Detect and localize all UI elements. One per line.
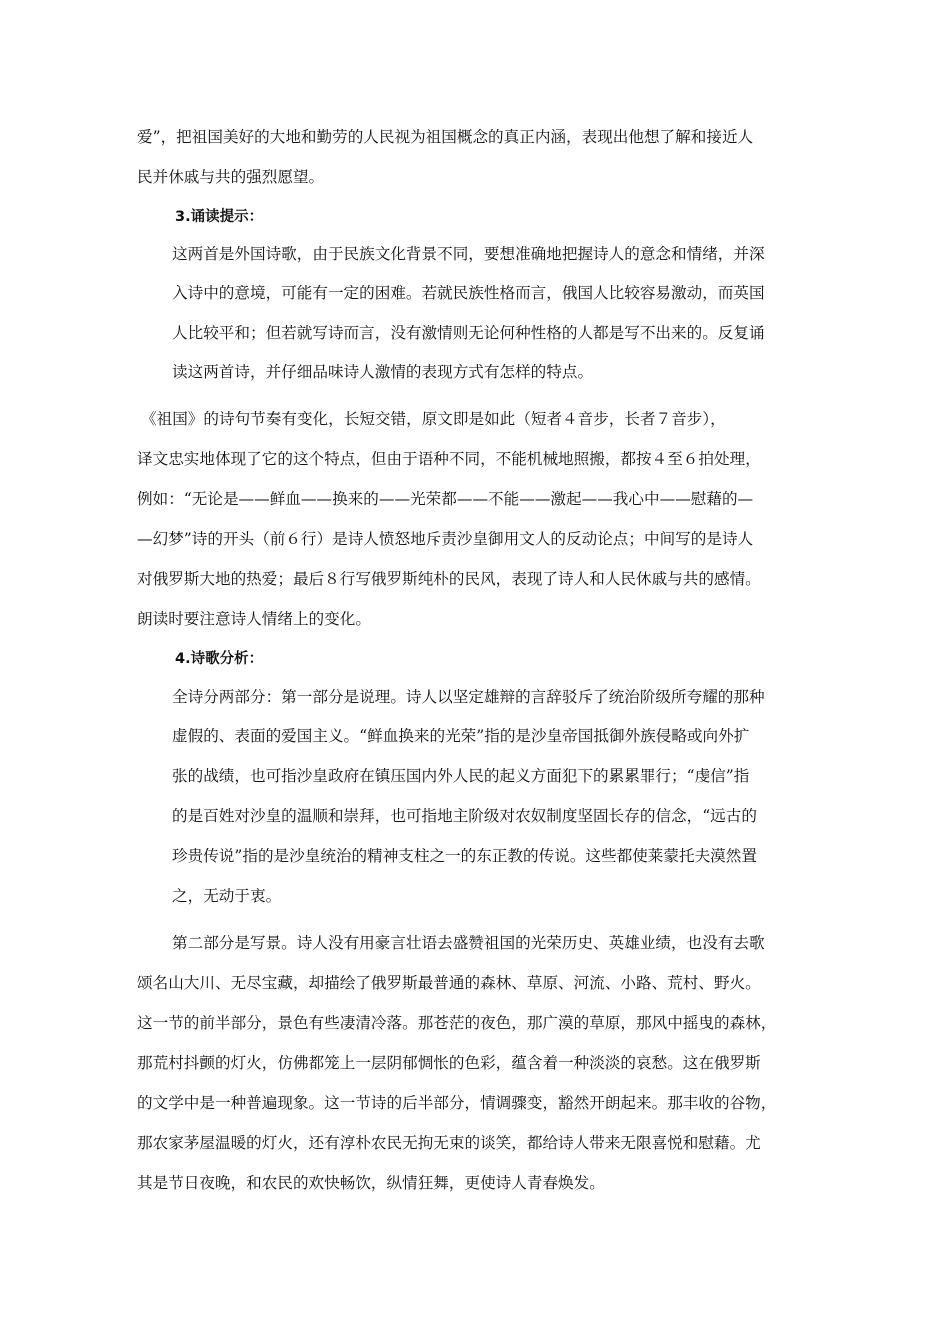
text-line: 这一节的前半部分，景色有些凄清冷落。那苍茫的夜色，那广漠的草原，那风中摇曳的森林，: [137, 1014, 777, 1032]
text-line: 张的战绩，也可指沙皇政府在镇压国内外人民的起义方面犯下的累累罪行；“虔信”指: [172, 767, 750, 785]
text-line: 颂名山大川、无尽宝藏，却描绘了俄罗斯最普通的森林、草原、河流、小路、荒村、野火。: [137, 974, 761, 992]
text-line: —幻梦”诗的开头（前６行）是诗人愤怒地斥责沙皇御用文人的反动论点；中间写的是诗人: [137, 530, 754, 548]
text-line: 《祖国》的诗句节奏有变化，长短交错，原文即是如此（短者４音步，长者７音步），: [141, 410, 726, 428]
text-line: 朗读时要注意诗人情绪上的变化。: [137, 610, 371, 628]
text-line: 爱”，把祖国美好的大地和勤劳的人民视为祖国概念的真正内涵，表现出他想了解和接近人: [137, 128, 754, 146]
text-line: 的文学中是一种普遍现象。这一节诗的后半部分，情调骤变，豁然开朗起来。那丰收的谷物，: [137, 1094, 777, 1112]
text-line: 人比较平和；但若就写诗而言，没有激情则无论何种性格的人都是写不出来的。反复诵: [172, 324, 765, 342]
text-line: 读这两首诗，并仔细品味诗人激情的表现方式有怎样的特点。: [172, 363, 594, 381]
section-heading: 3.诵读提示：: [175, 209, 264, 225]
text-line: 例如：“无论是——鲜血——换来的——光荣都——不能——激起——我心中——慰藉的—: [137, 490, 754, 508]
text-line: 珍贵传说”指的是沙皇统治的精神支柱之一的东正教的传说。这些都使莱蒙托夫漠然置: [172, 847, 757, 865]
text-line: 虚假的、表面的爱国主义。“鲜血换来的光荣”指的是沙皇帝国抵御外族侵略或向外扩: [172, 727, 750, 745]
section-heading: 4.诗歌分析：: [175, 651, 264, 667]
text-line: 对俄罗斯大地的热爱；最后８行写俄罗斯纯朴的民风，表现了诗人和人民休戚与共的感情。: [137, 570, 761, 588]
text-line: 第二部分是写景。诗人没有用豪言壮语去盛赞祖国的光荣历史、英雄业绩，也没有去歌: [172, 934, 765, 952]
text-line: 民并休戚与共的强烈愿望。: [137, 168, 325, 186]
text-line: 全诗分两部分：第一部分是说理。诗人以坚定雄辩的言辞驳斥了统治阶级所夸耀的那种: [172, 688, 765, 706]
text-line: 之，无动于衷。: [172, 887, 282, 905]
text-line: 的是百姓对沙皇的温顺和崇拜，也可指地主阶级对农奴制度坚固长存的信念，“远古的: [172, 807, 757, 825]
text-line: 这两首是外国诗歌，由于民族文化背景不同，要想准确地把握诗人的意念和情绪，并深: [172, 245, 765, 263]
text-line: 那农家茅屋温暖的灯火，还有淳朴农民无拘无束的谈笑，都给诗人带来无限喜悦和慰藉。尤: [137, 1134, 761, 1152]
text-line: 其是节日夜晚，和农民的欢快畅饮，纵情狂舞，更使诗人青春焕发。: [137, 1174, 605, 1192]
text-line: 译文忠实地体现了它的这个特点，但由于语种不同，不能机械地照搬，都按４至６拍处理，: [137, 450, 761, 468]
text-line: 入诗中的意境，可能有一定的困难。若就民族性格而言，俄国人比较容易激动，而英国: [172, 284, 765, 302]
text-line: 那荒村抖颤的灯火，仿佛都笼上一层阴郁惆怅的色彩，蕴含着一种淡淡的哀愁。这在俄罗斯: [137, 1054, 761, 1072]
